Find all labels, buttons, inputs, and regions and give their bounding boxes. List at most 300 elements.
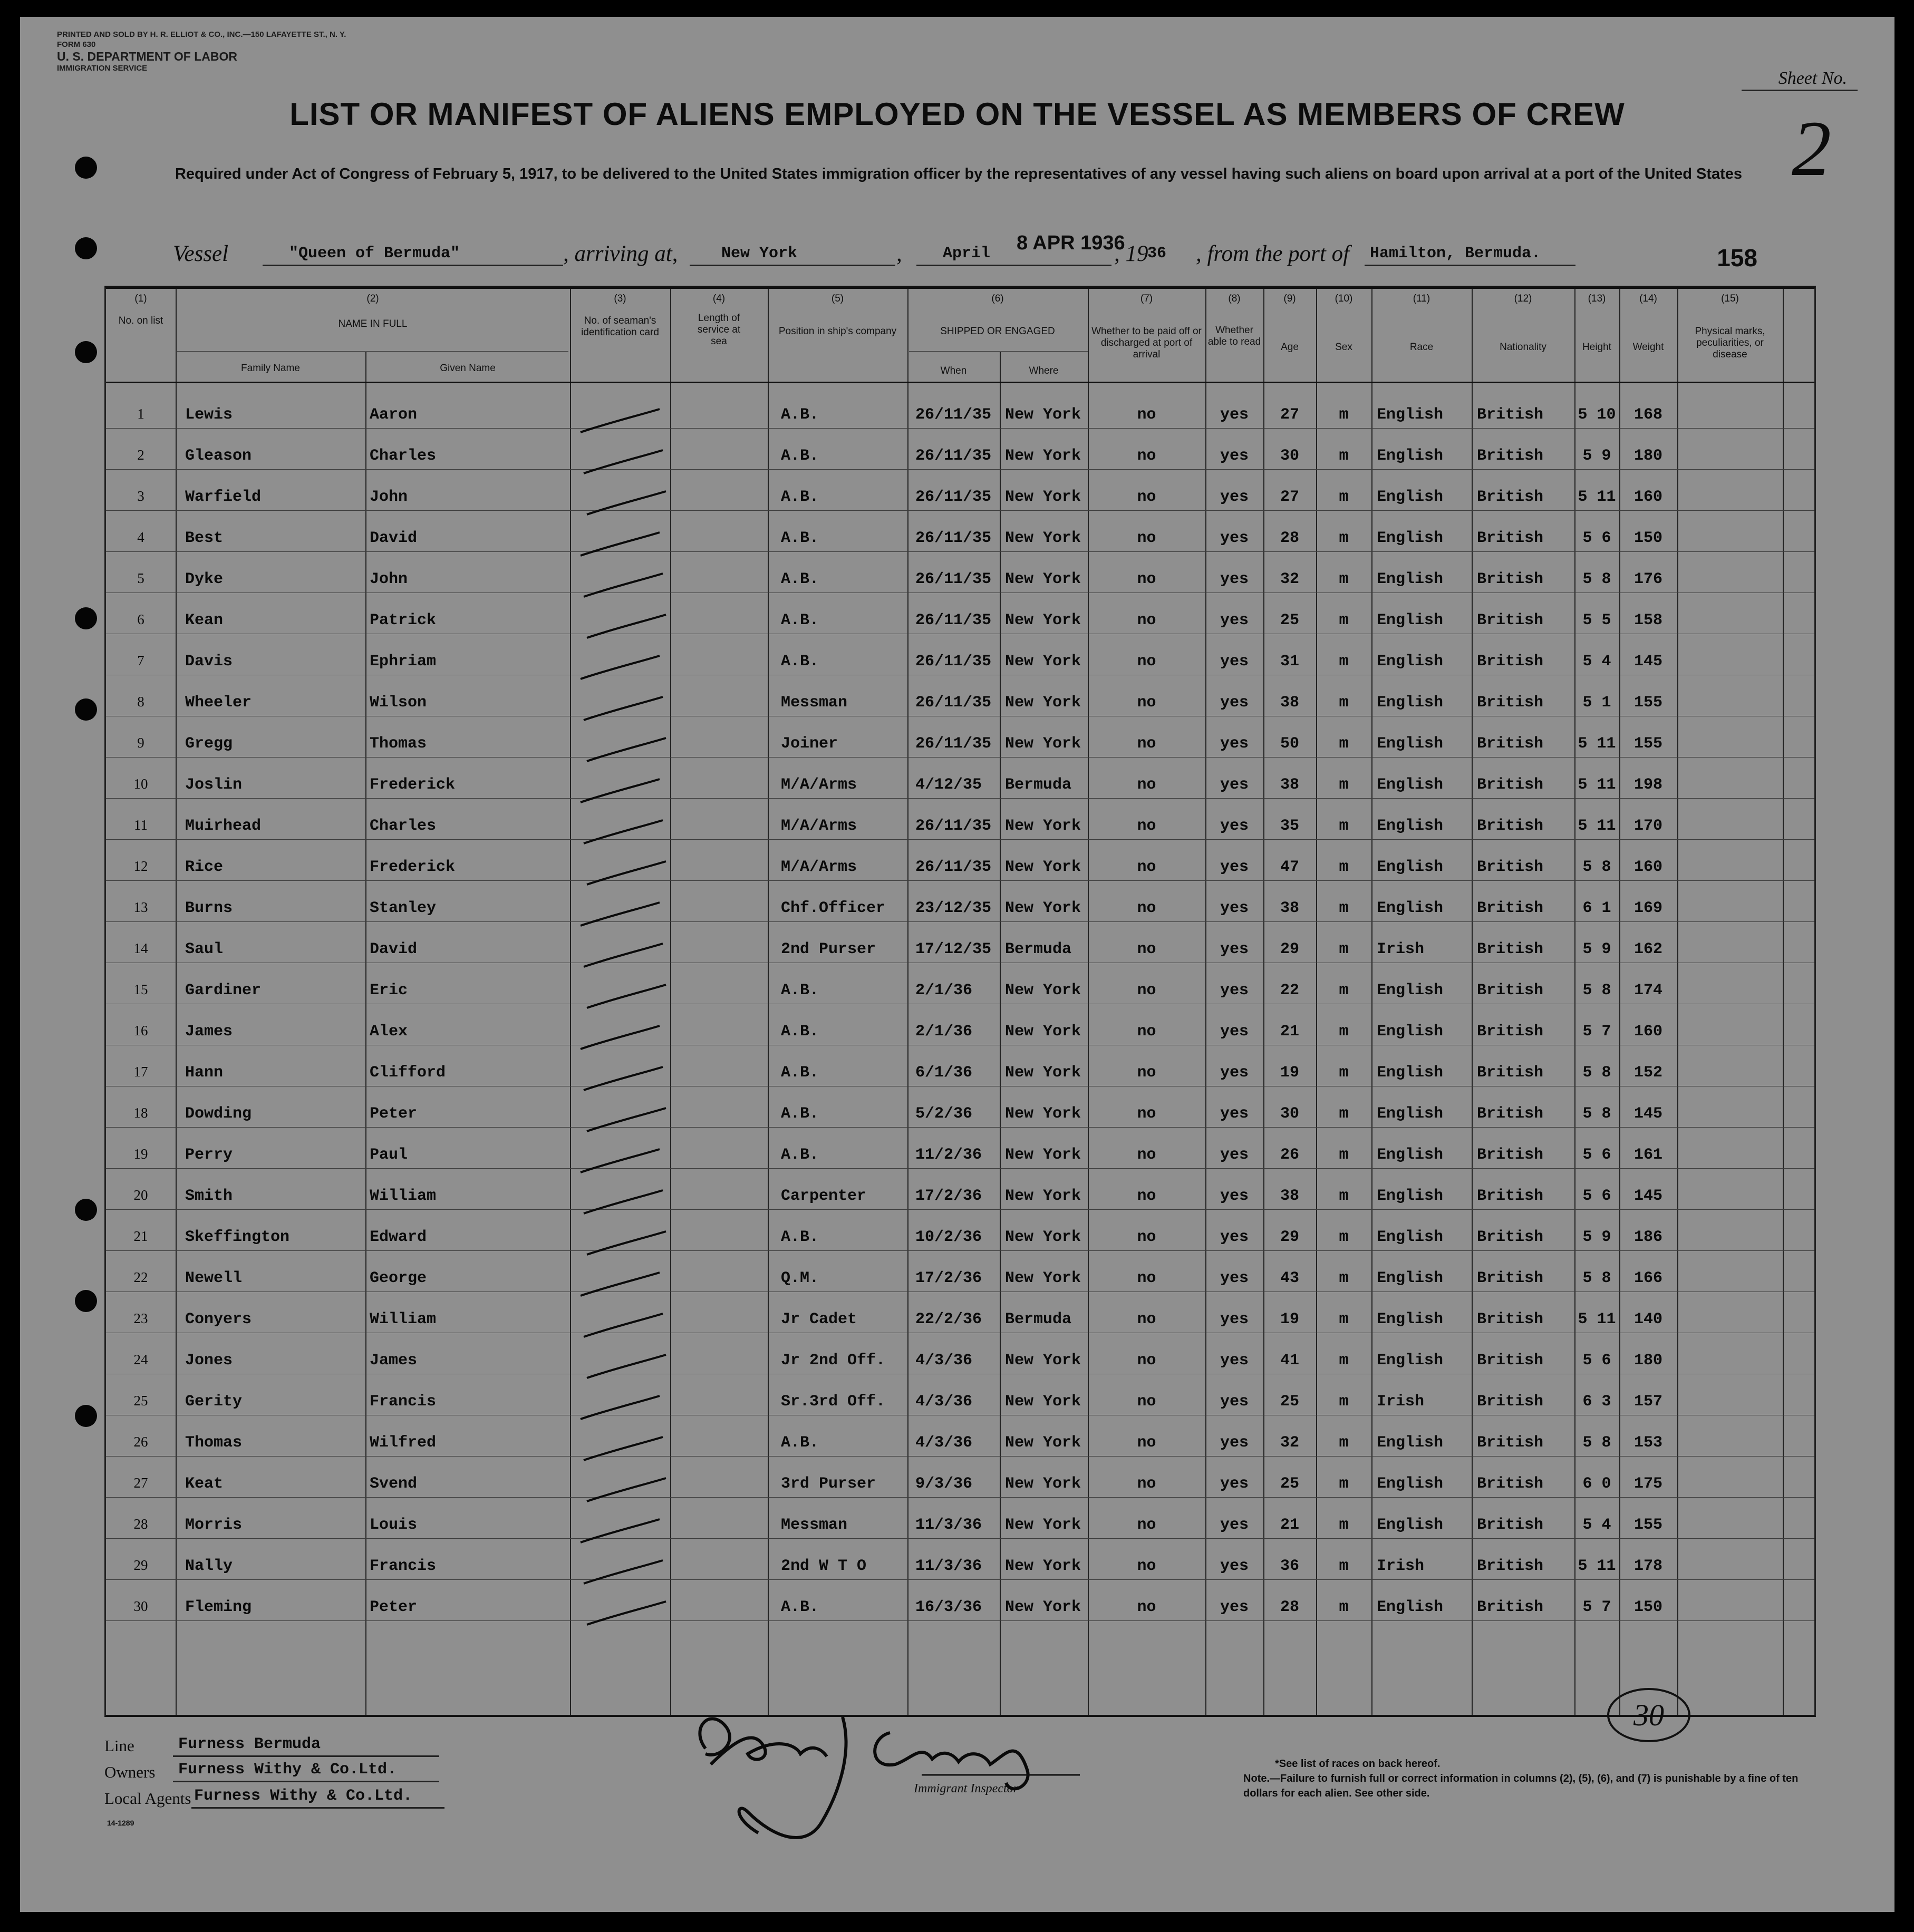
cell-race: Irish bbox=[1377, 1557, 1425, 1575]
cell-sex: m bbox=[1339, 1557, 1349, 1575]
cell-race: English bbox=[1377, 1352, 1444, 1370]
cell-position: M/A/Arms bbox=[781, 817, 857, 835]
check-mark bbox=[587, 738, 666, 761]
cell-age: 38 bbox=[1280, 1187, 1299, 1205]
crew-total: 30 bbox=[1607, 1688, 1690, 1742]
cell-given: William bbox=[370, 1310, 437, 1328]
cell-weight: 157 bbox=[1633, 1393, 1662, 1411]
cell-paid-off: no bbox=[1137, 653, 1156, 671]
cell-when: 5/2/36 bbox=[915, 1105, 973, 1123]
cell-weight: 158 bbox=[1633, 611, 1662, 629]
cell-read: yes bbox=[1220, 1557, 1249, 1575]
local-agents-value: Furness Withy & Co.Ltd. bbox=[194, 1787, 413, 1805]
cell-sex: m bbox=[1339, 1023, 1349, 1041]
cell-paid-off: no bbox=[1137, 694, 1156, 712]
binder-hole bbox=[75, 1290, 97, 1312]
cell-height: 5 6 bbox=[1582, 1187, 1611, 1205]
cell-age: 41 bbox=[1280, 1352, 1299, 1370]
cell-height: 5 9 bbox=[1582, 940, 1611, 958]
cell-given: David bbox=[370, 529, 418, 547]
cell-sex: m bbox=[1339, 1228, 1349, 1246]
cell-height: 5 11 bbox=[1578, 488, 1616, 506]
cell-paid-off: no bbox=[1137, 1310, 1156, 1328]
cell-where: New York bbox=[1005, 529, 1081, 547]
line-value: Furness Bermuda bbox=[178, 1735, 321, 1753]
century-label: , 19 bbox=[1114, 241, 1148, 266]
binder-hole bbox=[75, 607, 97, 629]
cell-given: David bbox=[370, 940, 418, 958]
arrival-month: April bbox=[943, 245, 991, 263]
cell-family: Dyke bbox=[185, 570, 224, 588]
cell-sex: m bbox=[1339, 1393, 1349, 1411]
cell-paid-off: no bbox=[1137, 1269, 1156, 1287]
cell-family: Gregg bbox=[185, 735, 233, 753]
cell-position: A.B. bbox=[781, 488, 819, 506]
cell-no: 12 bbox=[133, 858, 148, 874]
cell-paid-off: no bbox=[1137, 817, 1156, 835]
cell-family: Rice bbox=[185, 858, 224, 876]
cell-no: 2 bbox=[137, 447, 144, 463]
cell-weight: 152 bbox=[1633, 1064, 1662, 1082]
id-card-check-marks bbox=[106, 289, 1814, 1715]
cell-height: 5 4 bbox=[1582, 653, 1611, 671]
printer-imprint bbox=[57, 30, 394, 73]
cell-height: 5 11 bbox=[1578, 1310, 1616, 1328]
arrival-port: New York bbox=[721, 245, 798, 263]
printer-credit: PRINTED AND SOLD BY H. R. ELLIOT & CO., INC.—150 LAFAYETTE ST., N. Y. bbox=[57, 30, 346, 39]
cell-where: New York bbox=[1005, 1516, 1081, 1534]
cell-nationality: British bbox=[1477, 1393, 1544, 1411]
cell-weight: 198 bbox=[1633, 776, 1662, 794]
cell-position: Q.M. bbox=[781, 1269, 819, 1287]
cell-paid-off: no bbox=[1137, 1023, 1156, 1041]
penalty-note: Note.—Failure to furnish full or correct information in columns (2), (5), (6), and (7) is punishable by a fine of ten dollars for each alien. See other side. bbox=[1243, 1773, 1799, 1799]
cell-position: A.B. bbox=[781, 1598, 819, 1616]
cell-where: New York bbox=[1005, 1393, 1081, 1411]
check-mark bbox=[587, 985, 666, 1008]
cell-height: 5 8 bbox=[1582, 570, 1611, 588]
col-family-name: Family Name bbox=[241, 363, 300, 374]
cell-when: 4/3/36 bbox=[915, 1434, 973, 1452]
cell-no: 26 bbox=[133, 1434, 148, 1450]
cell-paid-off: no bbox=[1137, 529, 1156, 547]
cell-height: 5 11 bbox=[1578, 735, 1616, 753]
cell-position: A.B. bbox=[781, 1105, 819, 1123]
cell-when: 26/11/35 bbox=[915, 817, 992, 835]
cell-age: 47 bbox=[1280, 858, 1299, 876]
cell-where: New York bbox=[1005, 1023, 1081, 1041]
cell-weight: 180 bbox=[1633, 1352, 1662, 1370]
cell-where: New York bbox=[1005, 1228, 1081, 1246]
cell-when: 2/1/36 bbox=[915, 982, 973, 999]
cell-where: New York bbox=[1005, 1557, 1081, 1575]
cell-paid-off: no bbox=[1137, 1434, 1156, 1452]
cell-where: Bermuda bbox=[1005, 940, 1072, 958]
cell-weight: 178 bbox=[1633, 1557, 1662, 1575]
cell-sex: m bbox=[1339, 735, 1349, 753]
cell-position: Jr 2nd Off. bbox=[781, 1352, 886, 1370]
cell-family: Gardiner bbox=[185, 982, 262, 999]
cell-nationality: British bbox=[1477, 1146, 1544, 1164]
cell-family: Best bbox=[185, 529, 224, 547]
cell-nationality: British bbox=[1477, 1023, 1544, 1041]
cell-no: 18 bbox=[133, 1105, 148, 1121]
cell-read: yes bbox=[1220, 858, 1249, 876]
cell-read: yes bbox=[1220, 488, 1249, 506]
cell-no: 1 bbox=[137, 406, 144, 422]
cell-where: New York bbox=[1005, 1598, 1081, 1616]
cell-height: 5 1 bbox=[1582, 694, 1611, 712]
cell-race: English bbox=[1377, 817, 1444, 835]
cell-where: New York bbox=[1005, 611, 1081, 629]
cell-weight: 160 bbox=[1633, 488, 1662, 506]
cell-age: 31 bbox=[1280, 653, 1299, 671]
cell-no: 19 bbox=[133, 1146, 148, 1162]
cell-family: Skeffington bbox=[185, 1228, 290, 1246]
cell-no: 10 bbox=[133, 776, 148, 792]
col-shipped-or-engaged: SHIPPED OR ENGAGED bbox=[940, 326, 1055, 337]
cell-family: Lewis bbox=[185, 406, 233, 424]
check-mark bbox=[584, 574, 663, 597]
cell-read: yes bbox=[1220, 1187, 1249, 1205]
check-mark bbox=[584, 944, 663, 967]
cell-no: 24 bbox=[133, 1352, 148, 1367]
cell-given: Ephriam bbox=[370, 653, 437, 671]
cell-no: 5 bbox=[137, 570, 144, 586]
cell-read: yes bbox=[1220, 1475, 1249, 1493]
cell-no: 9 bbox=[137, 735, 144, 751]
cell-no: 25 bbox=[133, 1393, 148, 1409]
cell-when: 26/11/35 bbox=[915, 570, 992, 588]
cell-where: New York bbox=[1005, 1269, 1081, 1287]
cell-given: Wilson bbox=[370, 694, 427, 712]
date-stamp: 8 APR 1936 bbox=[1017, 232, 1125, 254]
departure-port: Hamilton, Bermuda. bbox=[1370, 245, 1541, 263]
cell-position: A.B. bbox=[781, 1228, 819, 1246]
cell-given: Patrick bbox=[370, 611, 437, 629]
cell-weight: 155 bbox=[1633, 735, 1662, 753]
col-age: Age bbox=[1281, 342, 1299, 353]
cell-no: 8 bbox=[137, 694, 144, 710]
cell-family: Fleming bbox=[185, 1598, 252, 1616]
cell-when: 10/2/36 bbox=[915, 1228, 982, 1246]
cell-height: 5 8 bbox=[1582, 982, 1611, 999]
cell-given: John bbox=[370, 488, 408, 506]
owners-label: Owners bbox=[104, 1763, 156, 1781]
cell-family: Dowding bbox=[185, 1105, 252, 1123]
cell-no: 4 bbox=[137, 529, 144, 545]
cell-paid-off: no bbox=[1137, 776, 1156, 794]
cell-when: 11/3/36 bbox=[915, 1516, 982, 1534]
vessel-name: "Queen of Bermuda" bbox=[289, 245, 460, 263]
cell-family: Newell bbox=[185, 1269, 243, 1287]
cell-given: Peter bbox=[370, 1598, 418, 1616]
cell-where: New York bbox=[1005, 694, 1081, 712]
cell-weight: 150 bbox=[1633, 1598, 1662, 1616]
cell-given: Frederick bbox=[370, 858, 456, 876]
cell-age: 27 bbox=[1280, 488, 1299, 506]
cell-read: yes bbox=[1220, 529, 1249, 547]
cell-family: Morris bbox=[185, 1516, 243, 1534]
cell-position: A.B. bbox=[781, 529, 819, 547]
cell-sex: m bbox=[1339, 570, 1349, 588]
check-mark bbox=[584, 1067, 663, 1090]
cell-family: Wheeler bbox=[185, 694, 252, 712]
cell-no: 3 bbox=[137, 488, 144, 504]
cell-no: 6 bbox=[137, 611, 144, 627]
check-mark bbox=[581, 902, 660, 926]
cell-sex: m bbox=[1339, 1187, 1349, 1205]
cell-when: 2/1/36 bbox=[915, 1023, 973, 1041]
cell-weight: 155 bbox=[1633, 1516, 1662, 1534]
cell-position: Jr Cadet bbox=[781, 1310, 857, 1328]
cell-paid-off: no bbox=[1137, 1352, 1156, 1370]
cell-family: Burns bbox=[185, 899, 233, 917]
cell-age: 21 bbox=[1280, 1516, 1299, 1534]
cell-position: A.B. bbox=[781, 1146, 819, 1164]
cell-family: Thomas bbox=[185, 1434, 243, 1452]
cell-height: 6 0 bbox=[1582, 1475, 1611, 1493]
check-mark bbox=[581, 409, 660, 432]
cell-height: 5 8 bbox=[1582, 1105, 1611, 1123]
cell-position: A.B. bbox=[781, 406, 819, 424]
cell-nationality: British bbox=[1477, 1310, 1544, 1328]
cell-height: 5 6 bbox=[1582, 529, 1611, 547]
cell-sex: m bbox=[1339, 447, 1349, 465]
cell-race: English bbox=[1377, 735, 1444, 753]
document-subtitle: Required under Act of Congress of February 5, 1917, to be delivered to the United States immigration officer by the representatives of any vessel having such aliens on board upon arrival at a port of the United States bbox=[175, 166, 1743, 182]
cell-where: New York bbox=[1005, 1352, 1081, 1370]
cell-when: 26/11/35 bbox=[915, 406, 992, 424]
cell-race: English bbox=[1377, 1105, 1444, 1123]
cell-family: Nally bbox=[185, 1557, 233, 1575]
col-given-name: Given Name bbox=[440, 363, 496, 374]
cell-given: Svend bbox=[370, 1475, 418, 1493]
check-mark bbox=[581, 532, 660, 556]
cell-weight: 153 bbox=[1633, 1434, 1662, 1452]
cell-weight: 140 bbox=[1633, 1310, 1662, 1328]
cell-read: yes bbox=[1220, 1105, 1249, 1123]
cell-position: Messman bbox=[781, 694, 848, 712]
cell-sex: m bbox=[1339, 776, 1349, 794]
cell-age: 30 bbox=[1280, 447, 1299, 465]
cell-when: 26/11/35 bbox=[915, 611, 992, 629]
inspector-label: Immigrant Inspector bbox=[914, 1782, 1018, 1795]
cell-sex: m bbox=[1339, 1310, 1349, 1328]
binder-hole bbox=[75, 237, 97, 259]
check-mark bbox=[581, 1149, 660, 1172]
cell-race: English bbox=[1377, 570, 1444, 588]
cell-age: 50 bbox=[1280, 735, 1299, 753]
cell-weight: 155 bbox=[1633, 694, 1662, 712]
col-position: Position in ship's company bbox=[778, 326, 897, 337]
cell-family: Kean bbox=[185, 611, 224, 629]
cell-paid-off: no bbox=[1137, 447, 1156, 465]
cell-sex: m bbox=[1339, 1146, 1349, 1164]
cell-when: 26/11/35 bbox=[915, 653, 992, 671]
inspector-signature bbox=[669, 1696, 1080, 1854]
cell-position: A.B. bbox=[781, 447, 819, 465]
cell-where: New York bbox=[1005, 817, 1081, 835]
cell-nationality: British bbox=[1477, 1598, 1544, 1616]
cell-height: 5 7 bbox=[1582, 1598, 1611, 1616]
cell-paid-off: no bbox=[1137, 858, 1156, 876]
cell-weight: 161 bbox=[1633, 1146, 1662, 1164]
check-mark bbox=[584, 1437, 663, 1460]
cell-height: 5 11 bbox=[1578, 1557, 1616, 1575]
cell-where: New York bbox=[1005, 1434, 1081, 1452]
cell-position: A.B. bbox=[781, 570, 819, 588]
cell-given: Paul bbox=[370, 1146, 408, 1164]
cell-given: Louis bbox=[370, 1516, 418, 1534]
vessel-label: Vessel bbox=[173, 241, 229, 266]
cell-weight: 175 bbox=[1633, 1475, 1662, 1493]
cell-no: 23 bbox=[133, 1310, 148, 1326]
cell-read: yes bbox=[1220, 1228, 1249, 1246]
cell-read: yes bbox=[1220, 1269, 1249, 1287]
cell-read: yes bbox=[1220, 1146, 1249, 1164]
cell-weight: 174 bbox=[1633, 982, 1662, 999]
col-id-card: No. of seaman's identification card bbox=[581, 315, 659, 338]
cell-race: English bbox=[1377, 1064, 1444, 1082]
cell-age: 27 bbox=[1280, 406, 1299, 424]
sheet-number-label: Sheet No. bbox=[1778, 69, 1847, 88]
cell-given: Alex bbox=[370, 1023, 408, 1041]
cell-family: Warfield bbox=[185, 488, 262, 506]
cell-height: 6 3 bbox=[1582, 1393, 1611, 1411]
col-physical-marks: Physical marks, peculiarities, or disease bbox=[1695, 326, 1765, 360]
check-mark bbox=[587, 615, 666, 638]
cell-position: M/A/Arms bbox=[781, 776, 857, 794]
cell-no: 11 bbox=[134, 817, 148, 833]
cell-when: 11/2/36 bbox=[915, 1146, 982, 1164]
cell-paid-off: no bbox=[1137, 1187, 1156, 1205]
cell-family: Joslin bbox=[185, 776, 243, 794]
cell-given: Charles bbox=[370, 447, 437, 465]
cell-race: English bbox=[1377, 1598, 1444, 1616]
cell-given: Francis bbox=[370, 1393, 437, 1411]
cell-sex: m bbox=[1339, 1105, 1349, 1123]
cell-race: English bbox=[1377, 529, 1444, 547]
cell-height: 5 7 bbox=[1582, 1023, 1611, 1041]
cell-age: 26 bbox=[1280, 1146, 1299, 1164]
cell-nationality: British bbox=[1477, 694, 1544, 712]
cell-paid-off: no bbox=[1137, 611, 1156, 629]
races-note: *See list of races on back hereof. bbox=[1275, 1758, 1441, 1770]
cell-nationality: British bbox=[1477, 488, 1544, 506]
cell-family: Gleason bbox=[185, 447, 252, 465]
cell-nationality: British bbox=[1477, 1557, 1544, 1575]
cell-nationality: British bbox=[1477, 570, 1544, 588]
cell-position: A.B. bbox=[781, 982, 819, 999]
cell-weight: 169 bbox=[1633, 899, 1662, 917]
cell-race: English bbox=[1377, 1023, 1444, 1041]
cell-when: 26/11/35 bbox=[915, 694, 992, 712]
cell-no: 14 bbox=[133, 940, 148, 956]
check-mark bbox=[587, 861, 666, 885]
cell-height: 5 6 bbox=[1582, 1352, 1611, 1370]
cell-nationality: British bbox=[1477, 406, 1544, 424]
cell-when: 11/3/36 bbox=[915, 1557, 982, 1575]
cell-nationality: British bbox=[1477, 858, 1544, 876]
cell-where: New York bbox=[1005, 858, 1081, 876]
cell-read: yes bbox=[1220, 1023, 1249, 1041]
cell-nationality: British bbox=[1477, 1064, 1544, 1082]
cell-height: 5 8 bbox=[1582, 1064, 1611, 1082]
col-nationality: Nationality bbox=[1500, 342, 1546, 353]
cell-read: yes bbox=[1220, 1352, 1249, 1370]
cell-read: yes bbox=[1220, 570, 1249, 588]
cell-paid-off: no bbox=[1137, 488, 1156, 506]
cell-sex: m bbox=[1339, 817, 1349, 835]
cell-nationality: British bbox=[1477, 611, 1544, 629]
cell-paid-off: no bbox=[1137, 570, 1156, 588]
cell-height: 5 8 bbox=[1582, 1269, 1611, 1287]
cell-read: yes bbox=[1220, 694, 1249, 712]
cell-age: 19 bbox=[1280, 1310, 1299, 1328]
cell-paid-off: no bbox=[1137, 982, 1156, 999]
cell-given: William bbox=[370, 1187, 437, 1205]
cell-where: New York bbox=[1005, 653, 1081, 671]
cell-age: 32 bbox=[1280, 570, 1299, 588]
cell-weight: 162 bbox=[1633, 940, 1662, 958]
cell-where: New York bbox=[1005, 1064, 1081, 1082]
check-mark bbox=[587, 1478, 666, 1501]
cell-where: New York bbox=[1005, 899, 1081, 917]
check-mark bbox=[587, 1108, 666, 1131]
cell-read: yes bbox=[1220, 735, 1249, 753]
cell-weight: 160 bbox=[1633, 1023, 1662, 1041]
cell-age: 29 bbox=[1280, 1228, 1299, 1246]
cell-nationality: British bbox=[1477, 1105, 1544, 1123]
cell-sex: m bbox=[1339, 858, 1349, 876]
binder-hole bbox=[75, 341, 97, 363]
col-able-to-read: Whether able to read bbox=[1207, 325, 1261, 347]
cell-when: 4/12/35 bbox=[915, 776, 982, 794]
arriving-label: , arriving at, bbox=[563, 241, 678, 266]
cell-race: English bbox=[1377, 488, 1444, 506]
cell-paid-off: no bbox=[1137, 1516, 1156, 1534]
from-port-label: , from the port of bbox=[1196, 241, 1350, 266]
cell-race: English bbox=[1377, 1269, 1444, 1287]
cell-paid-off: no bbox=[1137, 899, 1156, 917]
cell-no: 13 bbox=[133, 899, 148, 915]
cell-race: English bbox=[1377, 1146, 1444, 1164]
cell-nationality: British bbox=[1477, 776, 1544, 794]
cell-weight: 176 bbox=[1633, 570, 1662, 588]
cell-age: 36 bbox=[1280, 1557, 1299, 1575]
cell-race: English bbox=[1377, 1516, 1444, 1534]
cell-no: 22 bbox=[133, 1269, 148, 1285]
cell-given: George bbox=[370, 1269, 427, 1287]
cell-when: 26/11/35 bbox=[915, 735, 992, 753]
cell-family: Saul bbox=[185, 940, 224, 958]
col-no-on-list: No. on list bbox=[118, 315, 163, 326]
cell-age: 19 bbox=[1280, 1064, 1299, 1082]
cell-position: Messman bbox=[781, 1516, 848, 1534]
cell-given: Peter bbox=[370, 1105, 418, 1123]
cell-race: English bbox=[1377, 1187, 1444, 1205]
col-paid-off: Whether to be paid off or discharged at port of arrival bbox=[1091, 326, 1202, 360]
cell-nationality: British bbox=[1477, 940, 1544, 958]
col-where: Where bbox=[1029, 365, 1059, 376]
check-mark bbox=[584, 697, 663, 720]
cell-family: Perry bbox=[185, 1146, 233, 1164]
cell-sex: m bbox=[1339, 1269, 1349, 1287]
binder-hole bbox=[75, 698, 97, 721]
cell-no: 16 bbox=[133, 1023, 148, 1038]
cell-nationality: British bbox=[1477, 899, 1544, 917]
